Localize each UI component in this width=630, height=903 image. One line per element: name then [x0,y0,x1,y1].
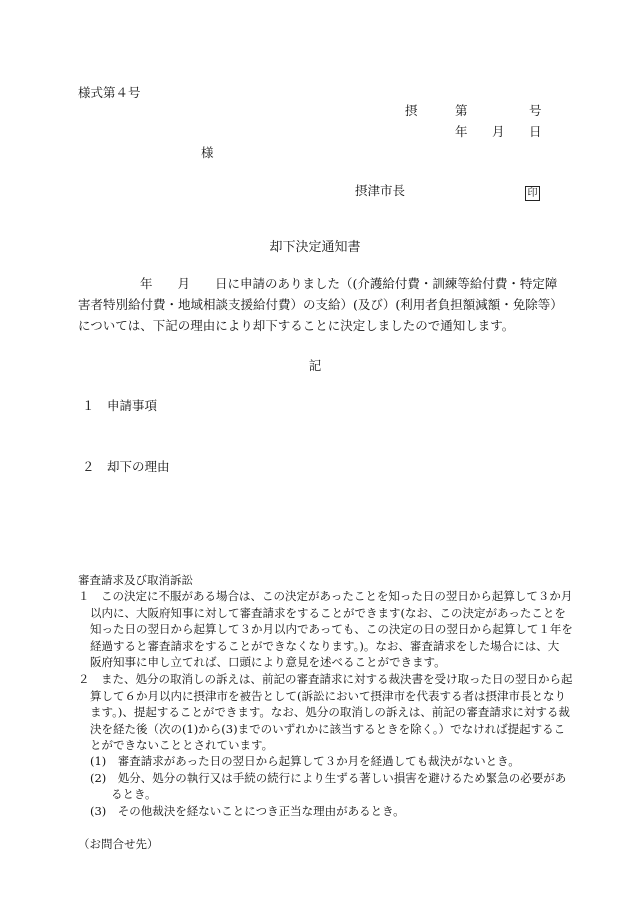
intro-line: については、下記の理由により却下することに決定しましたので通知します。 [78,318,515,333]
ref-dai: 第 [455,103,468,118]
intro-line: 年 月 日に申請のありました（(介護給付費・訓練等給付費・特定障 [140,276,558,291]
contact-label: （お問合せ先） [78,837,159,851]
ref-go: 号 [529,103,542,118]
appeal-paragraph-1 [78,588,573,671]
appeal-line: 知った日の翌日から起算して３か月以内であっても、この決定の日の翌日から起算して１年を [90,622,573,636]
form-number: 様式第４号 [78,85,141,100]
appeal-line: 決を経た後（次の(1)から(3)までのいずれかに該当するときを除く。）でなければ提起するこ [90,721,566,736]
exception-item-1 [78,753,566,770]
appeal-heading: 審査請求及び取消訴訟 [78,573,193,587]
exception-text: 処分、処分の執行又は手続の続行により生ずる著しい損害を避けるため緊急の必要があ [117,770,567,785]
exception-text: 審査請求があった日の翌日から起算して３か月を経過しても裁決がないとき。 [117,754,520,768]
appeal-line: 算して６か月以内に摂津市を被告として(訴訟において摂津市を代表する者は摂津市長となり [90,688,566,703]
appeal-line: ２ また、処分の取消しの訴えは、前記の審査請求に対する裁決書を受け取った日の翌日から起 [78,672,573,686]
seal-icon: 印 [525,186,540,201]
exception-text: その他裁決を経ないことにつき正当な理由があるとき。 [117,803,405,818]
intro-line: 害者特別給付費・地域相談支援給付費）の支給）(及び）(利用者負担額減額・免除等） [78,297,563,312]
exception-num: (2) [90,770,107,785]
exception-item-2 [78,770,566,787]
intro-paragraph [78,273,563,336]
date-day: 日 [529,124,542,139]
issuer-name: 摂津市長 [355,183,406,198]
appeal-line: 阪府知事に申し立てれば、口頭により意見を述べることができます。 [90,655,446,669]
ki-marker: 記 [308,358,322,373]
section-application-item: １ 申請事項 [82,398,158,413]
exception-item-3 [78,803,566,820]
appeal-line: １ この決定に不服がある場合は、この決定があったことを知った日の翌日から起算して３か月 [78,589,573,603]
ref-prefix: 摂 [405,103,418,118]
exception-num: (3) [90,803,107,818]
appeal-line: ます。)、提起することができます。なお、処分の取消しの訴えは、前記の審査請求に対する裁 [90,705,570,719]
appeal-line: とができないこととされています。 [90,738,274,752]
date-year: 年 [455,124,468,139]
appeal-paragraph-2 [78,671,573,754]
seal-mark [525,181,540,201]
exception-item-2-continued: るとき。 [111,787,157,801]
exception-num: (1) [90,754,107,768]
appeal-exception-list [78,753,566,819]
appeal-line: 経過すると審査請求をすることができなくなります。)。なお、審査請求をした場合には、大 [90,638,560,653]
appeal-line: 以内に、大阪府知事に対して審査請求をすることができます(なお、この決定があったことを [90,605,566,620]
recipient-suffix: 様 [201,145,214,160]
date-month: 月 [492,124,505,139]
document-title: 却下決定通知書 [269,240,361,255]
section-rejection-reason: ２ 却下の理由 [82,459,170,474]
